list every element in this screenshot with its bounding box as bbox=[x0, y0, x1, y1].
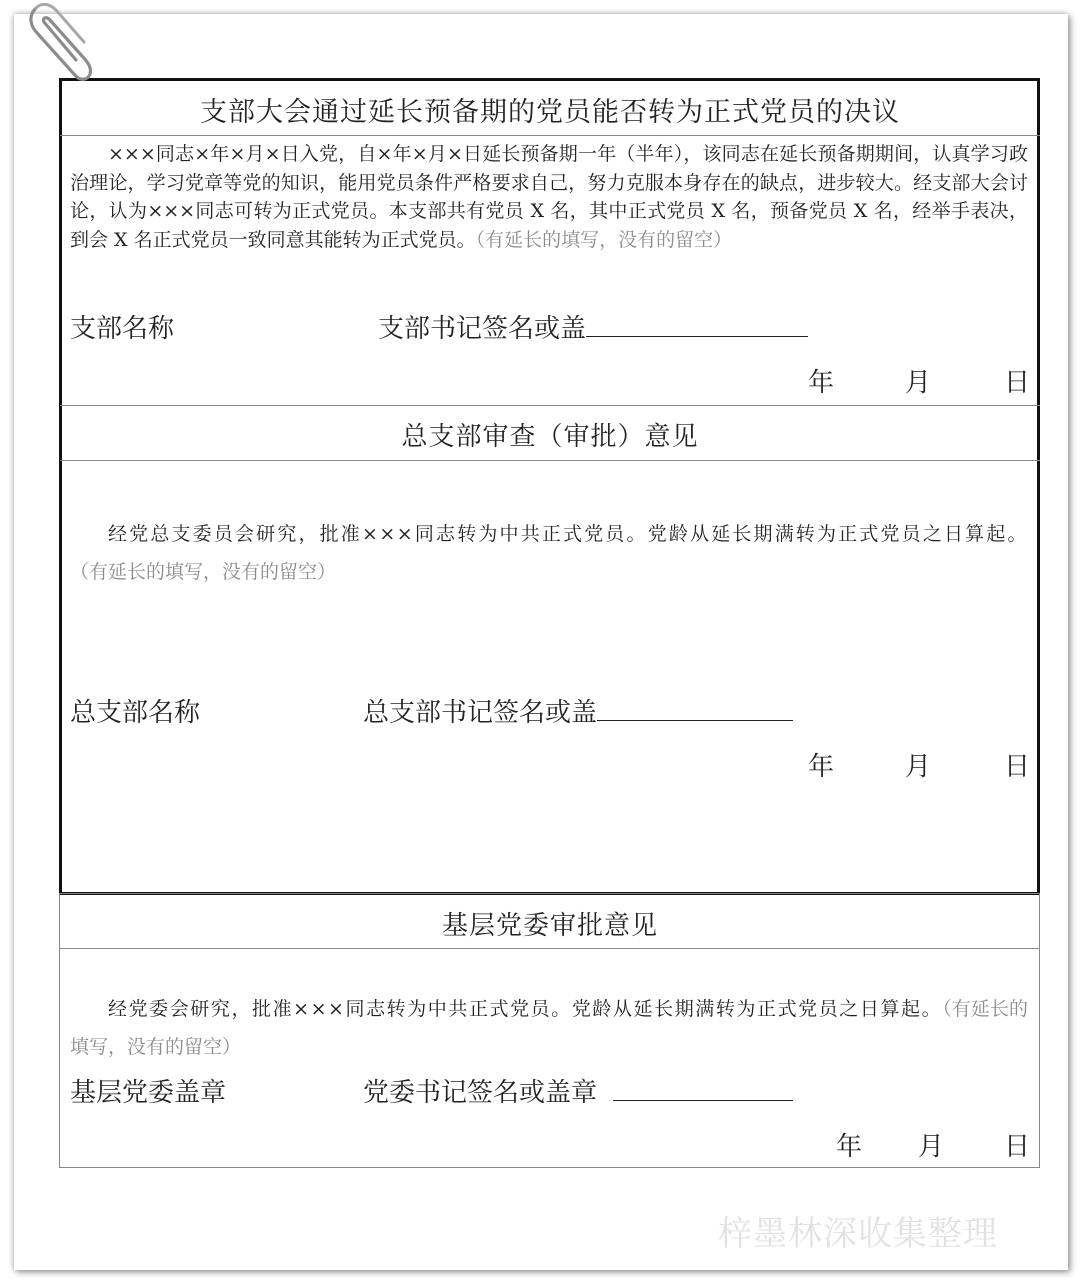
date-year: 年 bbox=[808, 368, 835, 398]
party-committee-seal-label: 基层党委盖章 bbox=[70, 1078, 227, 1108]
resolution-note: （有延长的填写，没有的留空） bbox=[475, 228, 733, 251]
divider bbox=[60, 460, 1040, 461]
date-year: 年 bbox=[808, 752, 835, 782]
signature-line[interactable] bbox=[597, 696, 793, 721]
general-branch-title: 总支部审查（审批）意见 bbox=[401, 422, 699, 452]
general-branch-secretary-sign bbox=[363, 692, 793, 729]
party-committee-note: （有延长的填写，没有的留空） bbox=[70, 998, 1028, 1058]
general-branch-secretary-sign-label: 总支部书记签名或盖 bbox=[363, 698, 598, 728]
date-month: 月 bbox=[918, 1132, 945, 1162]
date-month: 月 bbox=[905, 368, 932, 398]
date-day: 日 bbox=[1004, 1132, 1031, 1162]
paper-clip-icon bbox=[22, 0, 92, 90]
branch-secretary-sign-label: 支部书记签名或盖 bbox=[378, 314, 587, 344]
watermark: 梓墨林深收集整理 bbox=[718, 1214, 998, 1254]
resolution-body bbox=[70, 140, 1028, 254]
party-committee-body bbox=[70, 990, 1028, 1066]
party-committee-title: 基层党委审批意见 bbox=[441, 911, 658, 941]
date-day: 日 bbox=[1004, 752, 1031, 782]
general-branch-note: （有延长的填写，没有的留空） bbox=[70, 561, 337, 583]
date-month: 月 bbox=[905, 752, 932, 782]
party-committee-text: 经党委会研究，批准×××同志转为中共正式党员。党龄从延长期满转为正式党员之日算起。 bbox=[108, 998, 943, 1020]
divider bbox=[60, 948, 1040, 949]
divider bbox=[60, 135, 1040, 136]
general-branch-body bbox=[70, 515, 1028, 591]
signature-line[interactable] bbox=[613, 1076, 793, 1101]
party-committee-secretary-sign bbox=[363, 1072, 793, 1109]
branch-secretary-sign bbox=[378, 308, 808, 345]
party-committee-secretary-sign-label: 党委书记签名或盖章 bbox=[363, 1078, 598, 1108]
resolution-title: 支部大会通过延长预备期的党员能否转为正式党员的决议 bbox=[200, 97, 900, 128]
resolution-text: ×××同志×年×月×日入党，自×年×月×日延长预备期一年（半年），该同志在延长预备期期间，认真学习政治理论，学习党章等党的知识，能用党员条件严格要求自己，努力克服本身存在的缺点，进步较大。经支部大会讨论，认为×××同志可转为正式党员。本支部共有党员 X 名，其中正式党员 X 名，预备党员 X 名，经举手表决，到会 X 名正式党员一致同意其能转为正式党员。 bbox=[70, 143, 1028, 251]
date-day: 日 bbox=[1004, 368, 1031, 398]
signature-line[interactable] bbox=[586, 312, 808, 337]
branch-name-label: 支部名称 bbox=[70, 314, 175, 344]
date-year: 年 bbox=[836, 1132, 863, 1162]
general-branch-name-label: 总支部名称 bbox=[70, 698, 201, 728]
divider bbox=[60, 405, 1040, 406]
general-branch-text: 经党总支委员会研究，批准×××同志转为中共正式党员。党龄从延长期满转为正式党员之日算起。 bbox=[108, 523, 1028, 545]
